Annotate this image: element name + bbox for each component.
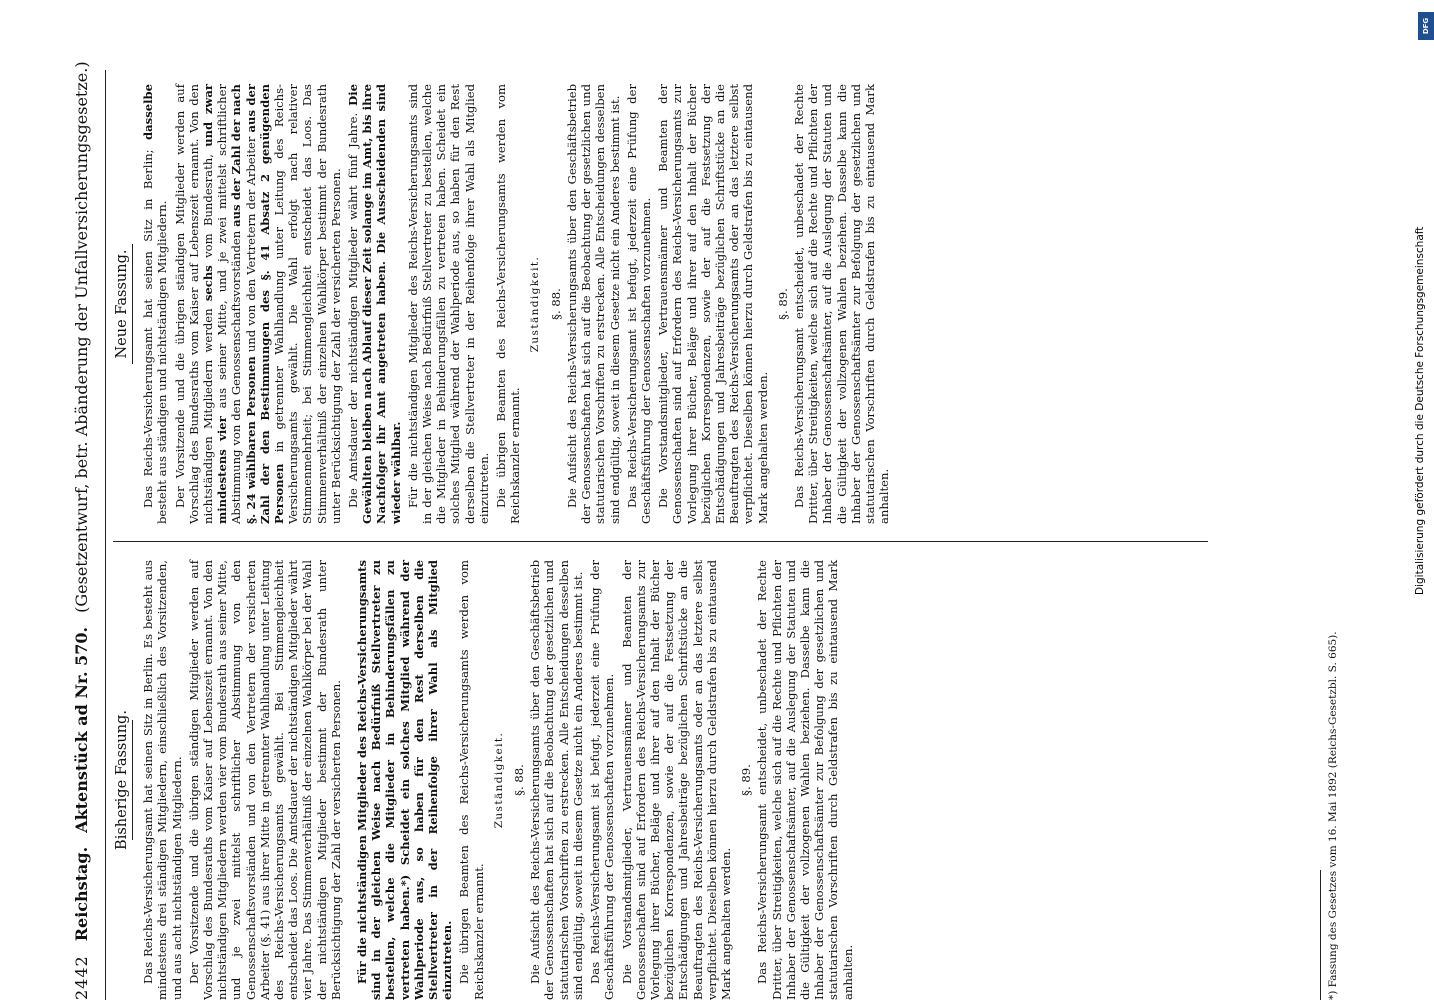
text-run: Das Reichs-Versicherungsamt hat seinen Sitz in Berlin; bbox=[141, 139, 156, 508]
text-run-bold: Die Gewählten bleiben nach Ablauf dieser Zeit solange im Amt, bis ihre Nachfolger ihr Amt angetreten haben. Die Ausscheidenden sind wieder wählbar. bbox=[346, 84, 403, 524]
paragraph: Die Vorstandsmitglieder, Vertrauensmänner und Beamten der Genossenschaften sind auf Erfordern des Reichs-Versicherungsamts zur Vorlegung ihrer Bücher, Beläge und ihrer auf den Inhalt der Bücher bezüglichen Korrespondenzen, sowie der auf die Festsetzung der Entschädigungen und Jahresbeiträge bezüglichen Schriftstücke an die Beauftragten des Reichs-Versicherungsamts oder an das letztere selbst verpflichtet. Dieselben können hierzu durch Geldstrafen bis zu eintausend Mark angehalten werden. bbox=[656, 84, 770, 524]
title-underline bbox=[132, 720, 133, 840]
text-run-bold: dasselbe bbox=[141, 84, 156, 140]
footnote-divider bbox=[1320, 870, 1321, 1000]
footnote: *) Fassung des Gesetzes vom 16. Mai 1892 (Reichs-Gesetzbl. S. 665). bbox=[1327, 631, 1339, 1000]
digitization-attribution bbox=[1402, 10, 1434, 990]
title-underline bbox=[132, 244, 133, 364]
text-run: vom Bundesrath, bbox=[201, 146, 216, 266]
paragraph: Die übrigen Beamten des Reichs-Versicherungsamts werden vom Reichskanzler ernannt. bbox=[457, 560, 486, 1000]
column-title: Bisherige Fassung. bbox=[114, 710, 130, 850]
text-run-bold: und zwar mindestens vier bbox=[201, 83, 230, 524]
paragraph bbox=[173, 84, 343, 524]
paragraph: Das Reichs-Versicherungsamt entscheidet, unbeschadet der Rechte Dritter, über Streitigkeiten, welche sich auf die Rechte und Pflichten der Inhaber der Genossenschaftsämter, auf die Auslegung der Statuten und die Gültigkeit der vollzogenen Wahlen beziehen. Dasselbe kann die Inhaber der Genossenschaftsämter zur Befolgung der gesetzlichen und statutarischen Vorschriften durch Geldstrafen bis zu eintausend Mark anhalten. bbox=[755, 560, 855, 1000]
column-new-version bbox=[113, 84, 894, 524]
institution-name: Reichstag. bbox=[72, 846, 91, 942]
paragraph: Das Reichs-Versicherungsamt entscheidet, unbeschadet der Rechte Dritter, über Streitigkeiten, welche sich auf die Rechte und Pflichten der Inhaber der Genossenschaftsämter, auf die Auslegung der Statuten und die Gültigkeit der vollzogenen Wahlen beziehen. Dasselbe kann die Inhaber der Genossenschaftsämter zur Befolgung der gesetzlichen und statutarischen Vorschriften durch Geldstrafen bis zu eintausend Mark anhalten. bbox=[791, 84, 892, 524]
text-run-bold: aus der Zahl der nach §. 24 wählbaren Personen bbox=[229, 84, 258, 524]
paragraph: Für die nichtständigen Mitglieder des Reichs-Versicherungsamts sind in der gleichen Weise nach Bedürfniß Stellvertreter zu bestellen, welche die Mitglieder in Behinderungsfällen zu vertreten haben. Scheidet ein solches Mitglied während der Wahlperiode aus, so haben für den Rest derselben die Stellvertreter in der Reihenfolge ihrer Wahl als Mitglied einzutreten. bbox=[405, 84, 491, 524]
paragraph: Die Aufsicht des Reichs-Versicherungsamts über den Geschäftsbetrieb der Genossenschaften hat sich auf die Beobachtung der gesetzlichen und statutarischen Vorschriften zu erstrecken. Alle Entscheidungen desselben sind endgültig, soweit in diesem Gesetze nicht ein Anderes bestimmt ist. bbox=[528, 560, 585, 1000]
section-heading: Zuständigkeit. bbox=[492, 731, 505, 829]
document-reference: Aktenstück ad Nr. 570. bbox=[72, 626, 91, 833]
paragraph: Das Reichs-Versicherungsamt hat seinen Sitz in Berlin. Es besteht aus mindestens drei ständigen Mitgliedern, einschließlich des Vorsitzenden, und aus acht nichtständigen Mitgliedern. bbox=[141, 560, 184, 1000]
text-run: besteht aus ständigen und nichtständigen Mitgliedern. bbox=[155, 200, 170, 524]
section-number: §. 89. bbox=[775, 288, 790, 320]
dfg-logo-icon bbox=[1418, 12, 1434, 40]
column-title: Neue Fassung. bbox=[114, 249, 130, 359]
text-run: Der Vorsitzende und die übrigen ständigen Mitglieder werden auf Vorschlag des Bundesraths vom Kaiser auf Lebenszeit ernannt. Von den nichtständigen Mitgliedern werden bbox=[172, 84, 216, 524]
scanned-page bbox=[72, 61, 1405, 1000]
paragraph: Die Vorstandsmitglieder, Vertrauensmänner und Beamten der Genossenschaften sind auf Erfordern des Reichs-Versicherungsamts zur Vorlegung ihrer Bücher, Beläge und ihrer auf den Inhalt der Bücher bezüglichen Korrespondenzen, sowie der auf die Festsetzung der Entschädigungen und Jahresbeiträge bezüglichen Schriftstücke an die Beauftragten des Reichs-Versicherungsamts oder an das letztere selbst verpflichtet. Dieselben können hierzu durch Geldstrafen bis zu eintausend Mark angehalten werden. bbox=[619, 560, 733, 1000]
column-previous-version bbox=[113, 560, 858, 1000]
text-run-bold: sechs bbox=[201, 265, 216, 302]
text-run: in getrennter Wahlhandlung unter Leitung des Reichs-Versicherungsamts gewählt. Die Wahl erfolgt nach relativer Stimmenmehrheit; bei Stimmengleichheit entscheidet das Loos. Das Stimmenverhältniß der einzelnen Wahlkörper bestimmt der Bundesrath unter Berücksichtigung der Zahl der versicherten Personen. bbox=[272, 84, 343, 524]
section-number: §. 88. bbox=[548, 288, 563, 320]
text-run-bold: aus der Zahl der den Bestimmungen des §. 41 Absatz 2 genügenden Personen bbox=[243, 84, 287, 524]
paragraph: Die Aufsicht des Reichs-Versicherungsamts über den Geschäftsbetrieb der Genossenschaften hat sich auf die Beobachtung der gesetzlichen und statutarischen Vorschriften zu erstrecken. Alle Entscheidungen desselben sind endgültig, soweit in diesem Gesetze nicht ein Anderes bestimmt ist. bbox=[564, 84, 622, 524]
document-description: (Gesetzentwurf, betr. Abänderung der Unfallversicherungsgesetze.) bbox=[72, 61, 91, 613]
section-heading: Zuständigkeit. bbox=[529, 255, 542, 353]
dfg-logo-text: DFG bbox=[1422, 17, 1430, 35]
page-number: 2442 bbox=[72, 955, 91, 1000]
paragraph: Der Vorsitzende und die übrigen ständigen Mitglieder werden auf Vorschlag des Bundesraths vom Kaiser auf Lebenszeit ernannt. Von den nichtständigen Mitgliedern werden vier vom Bundesrath aus seiner Mitte, und je zwei mittelst schriftlicher Abstimmung von den Genossenschaftsvorständen und von den Vertretern der versicherten Arbeiter (§. 41) aus ihrer Mitte in getrennter Wahlhandlung unter Leitung des Reichs-Versicherungsamts gewählt. Bei Stimmengleichheit entscheidet das Loos. Die Amtsdauer der nichtständigen Mitglieder währt vier Jahre. Das Stimmenverhältniß der einzelnen Wahlkörper bei der Wahl der nichtständigen Mitglieder bestimmt der Bundesrath unter Berücksichtigung der Zahl der versicherten Personen. bbox=[186, 560, 343, 1000]
paragraph bbox=[346, 84, 403, 524]
page-header bbox=[72, 61, 101, 1000]
paragraph: Das Reichs-Versicherungsamt ist befugt, jederzeit eine Prüfung der Geschäftsführung der Genossenschaften vorzunehmen. bbox=[624, 84, 653, 524]
paragraph-bold: Für die nichtständigen Mitglieder des Reichs-Versicherungsamts sind in der gleichen Weise nach Bedürfniß Stellvertreter zu bestellen, welche die Mitglieder in Behinderungsfällen zu vertreten haben.*) Scheidet ein solches Mitglied während der Wahlperiode aus, so haben für den Rest derselben die Stellvertreter in der Reihenfolge ihrer Wahl als Mitglied einzutreten. bbox=[355, 560, 455, 1000]
text-run: Die Amtsdauer der nichtständigen Mitglieder währt fünf Jahre. bbox=[346, 105, 361, 508]
section-number: §. 88. bbox=[512, 764, 527, 796]
header-divider bbox=[105, 70, 106, 1000]
attribution-text: Digitalisierung gefördert durch die Deutsche Forschungsgemeinschaft bbox=[1414, 226, 1426, 595]
section-number: §. 89. bbox=[739, 764, 754, 796]
paragraph bbox=[141, 84, 169, 524]
text-run: aus seiner Mitte, und je zwei mittelst schriftlicher Abstimmung von den Genossenschaftsvorständen bbox=[215, 84, 244, 524]
paragraph: Die übrigen Beamten des Reichs-Versicherungsamts werden vom Reichskanzler ernannt. bbox=[494, 84, 523, 524]
text-run: und von den Vertretern der Arbeiter bbox=[243, 132, 258, 357]
paragraph: Das Reichs-Versicherungsamt ist befugt, jederzeit eine Prüfung der Geschäftsführung der Genossenschaften vorzunehmen. bbox=[588, 560, 617, 1000]
column-divider bbox=[113, 541, 1208, 542]
